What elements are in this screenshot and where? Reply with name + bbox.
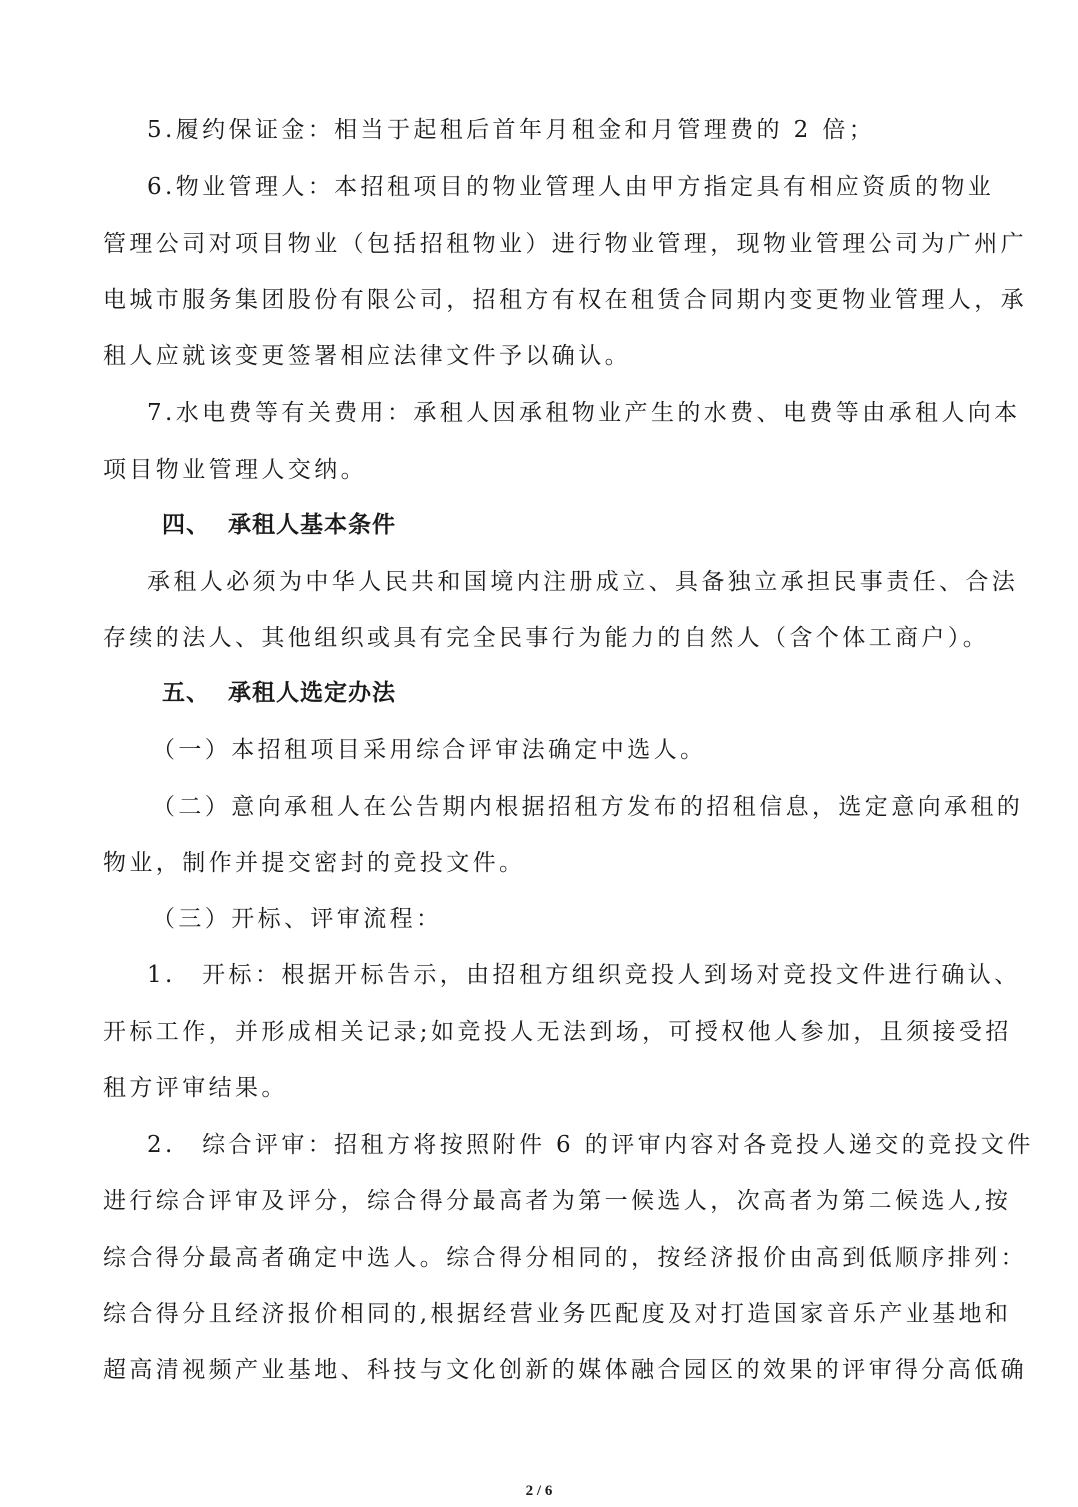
paragraph-line: （三）开标、评审流程： xyxy=(152,906,443,932)
paragraph-line: 租方评审结果。 xyxy=(103,1075,288,1101)
paragraph-line: 租人应就该变更签署相应法律文件予以确认。 xyxy=(103,343,631,369)
paragraph-line: 2. 综合评审：招租方将按照附件 6 的评审内容对各竞投人递交的竞投文件 xyxy=(147,1132,1034,1158)
paragraph-line: 管理公司对项目物业（包括招租物业）进行物业管理，现物业管理公司为广州广 xyxy=(103,231,1027,257)
paragraph-line: 承租人必须为中华人民共和国境内注册成立、具备独立承担民事责任、合法 xyxy=(147,569,1019,595)
section-title: 承租人基本条件 xyxy=(228,512,396,538)
paragraph-line: （一）本招租项目采用综合评审法确定中选人。 xyxy=(152,737,707,763)
page-number: 2 / 6 xyxy=(525,1483,553,1499)
paragraph-line: 开标工作，并形成相关记录;如竞投人无法到场，可授权他人参加，且须接受招 xyxy=(103,1019,1012,1045)
paragraph-line: 7.水电费等有关费用：承租人因承租物业产生的水费、电费等由承租人向本 xyxy=(147,400,1021,426)
section-title: 承租人选定办法 xyxy=(228,680,396,706)
paragraph-line: 5.履约保证金：相当于起租后首年月租金和月管理费的 2 倍； xyxy=(147,117,876,143)
paragraph-line: 综合得分且经济报价相同的,根据经营业务匹配度及对打造国家音乐产业基地和 xyxy=(103,1301,1012,1327)
paragraph-line: 进行综合评审及评分，综合得分最高者为第一候选人，次高者为第二候选人,按 xyxy=(103,1188,1012,1214)
paragraph-line: 6.物业管理人：本招租项目的物业管理人由甲方指定具有相应资质的物业 xyxy=(147,174,995,200)
paragraph-line: 物业，制作并提交密封的竞投文件。 xyxy=(103,850,526,876)
section-number: 四、 xyxy=(162,512,210,538)
paragraph-line: 1. 开标：根据开标告示，由招租方组织竞投人到场对竞投文件进行确认、 xyxy=(147,962,1021,988)
paragraph-line: 超高清视频产业基地、科技与文化创新的媒体融合园区的效果的评审得分高低确 xyxy=(103,1357,1027,1383)
paragraph-line: 项目物业管理人交纳。 xyxy=(103,457,367,483)
section-number: 五、 xyxy=(162,680,210,706)
paragraph-line: 综合得分最高者确定中选人。综合得分相同的，按经济报价由高到低顺序排列： xyxy=(103,1245,1027,1271)
paragraph-line: 电城市服务集团股份有限公司，招租方有权在租赁合同期内变更物业管理人，承 xyxy=(103,287,1027,313)
paragraph-line: 存续的法人、其他组织或具有完全民事行为能力的自然人（含个体工商户）。 xyxy=(103,625,990,651)
section-heading-5 xyxy=(162,678,992,708)
paragraph-line: （二）意向承租人在公告期内根据招租方发布的招租信息，选定意向承租的 xyxy=(152,794,1024,820)
section-heading-4 xyxy=(162,510,992,540)
